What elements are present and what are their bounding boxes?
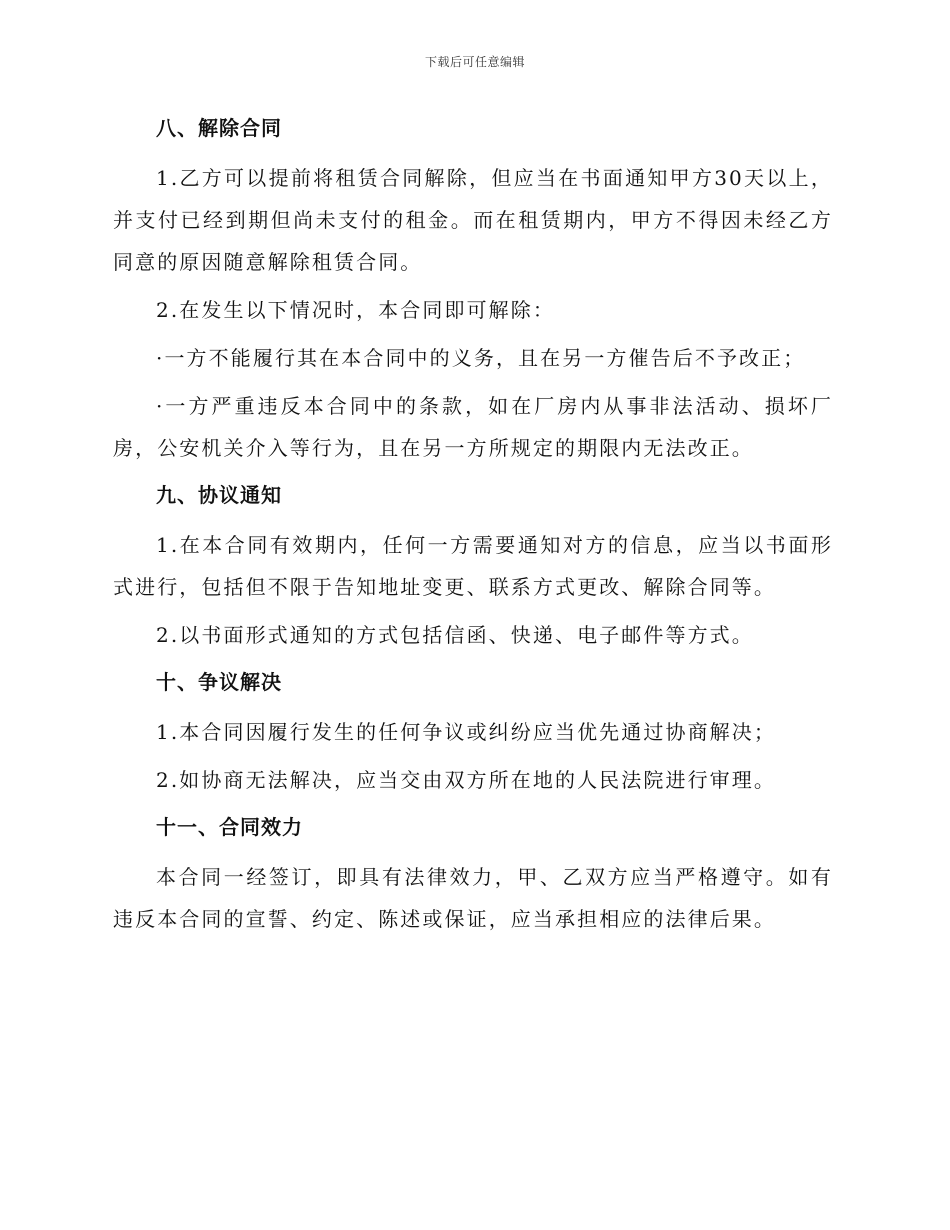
paragraph: 2.如协商无法解决，应当交由双方所在地的人民法院进行审理。 bbox=[156, 768, 776, 792]
section-notice bbox=[113, 475, 833, 656]
paragraph: 2.以书面形式通知的方式包括信函、快递、电子邮件等方式。 bbox=[156, 623, 754, 647]
section-heading: 十、争议解决 bbox=[156, 670, 282, 694]
paragraph: ·一方不能履行其在本合同中的义务，且在另一方催告后不予改正； bbox=[156, 346, 806, 370]
section-validity bbox=[113, 807, 833, 940]
paragraph: 本合同一经签订，即具有法律效力，甲、乙双方应当严格遵守。如有违反本合同的宣誓、约定、陈述或保证，应当承担相应的法律后果。 bbox=[113, 865, 833, 931]
paragraph: 1.本合同因履行发生的任何争议或纠纷应当优先通过协商解决； bbox=[156, 720, 776, 744]
section-heading: 八、解除合同 bbox=[156, 116, 282, 140]
paragraph: 1.乙方可以提前将租赁合同解除，但应当在书面通知甲方30天以上，并支付已经到期但尚未支付的租金。而在租赁期内，甲方不得因未经乙方同意的原因随意解除租赁合同。 bbox=[113, 166, 833, 274]
section-dispute bbox=[113, 662, 833, 801]
paragraph: 1.在本合同有效期内，任何一方需要通知对方的信息，应当以书面形式进行，包括但不限于告知地址变更、联系方式更改、解除合同等。 bbox=[113, 533, 833, 599]
section-heading: 十一、合同效力 bbox=[156, 815, 303, 839]
paragraph: ·一方严重违反本合同中的条款，如在厂房内从事非法活动、损坏厂房，公安机关介入等行为，且在另一方所规定的期限内无法改正。 bbox=[113, 394, 833, 460]
document-body bbox=[113, 108, 833, 946]
paragraph: 2.在发生以下情况时，本合同即可解除： bbox=[156, 298, 555, 322]
section-termination bbox=[113, 108, 833, 469]
section-heading: 九、协议通知 bbox=[156, 483, 282, 507]
page-header: 下载后可任意编辑 bbox=[424, 55, 525, 69]
